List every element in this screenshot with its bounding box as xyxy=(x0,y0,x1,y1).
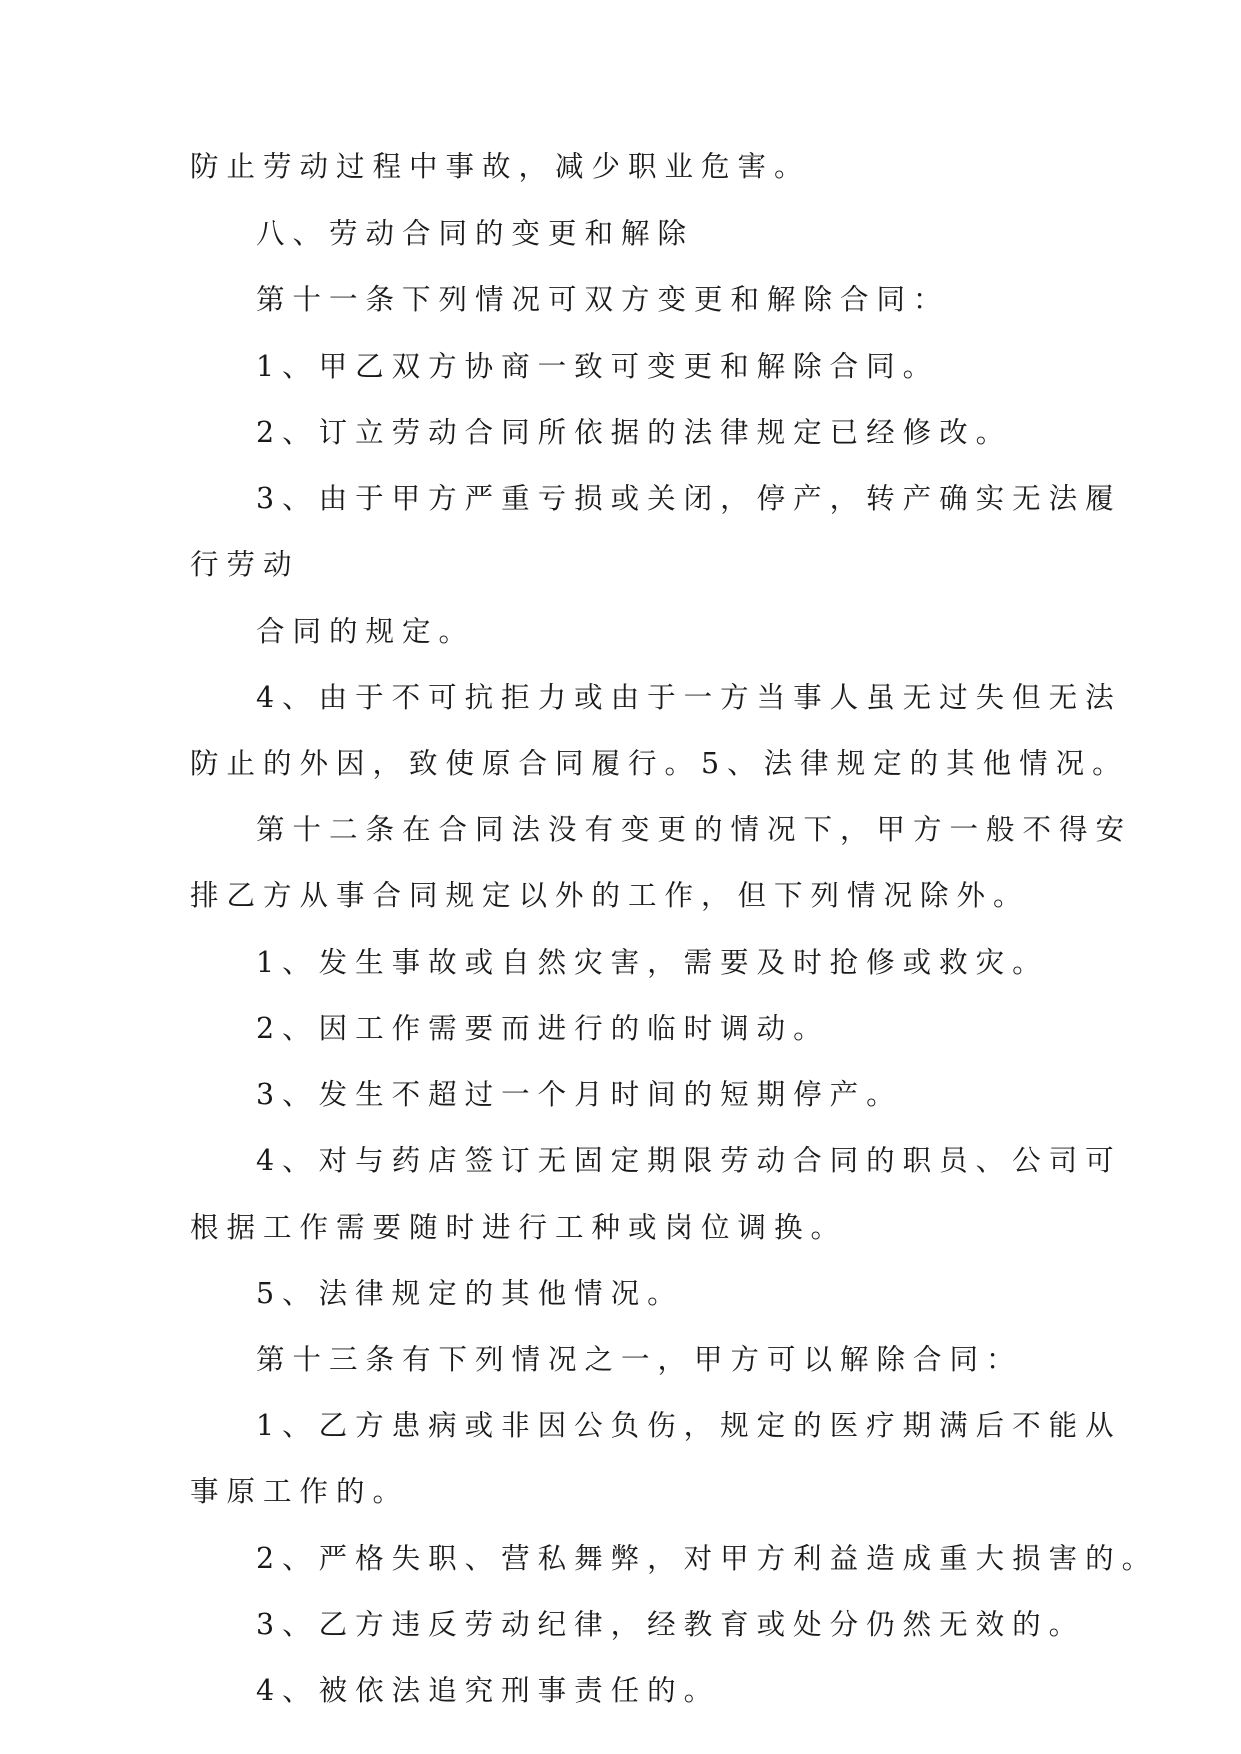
text-line: 3、发生不超过一个月时间的短期停产。 xyxy=(256,1078,903,1111)
text-line: 5、法律规定的其他情况。 xyxy=(256,1277,684,1310)
section-heading: 八、劳动合同的变更和解除 xyxy=(256,217,695,250)
text-line: 2、因工作需要而进行的临时调动。 xyxy=(256,1012,830,1045)
text-line: 合同的规定。 xyxy=(256,615,476,648)
text-line: 4、对与药店签订无固定期限劳动合同的职员、公司可 xyxy=(256,1144,1122,1177)
text-line: 2、严格失职、营私舞弊，对甲方利益造成重大损害的。 xyxy=(256,1542,1159,1575)
text-line: 事原工作的。 xyxy=(190,1475,410,1508)
article-heading: 第十一条下列情况可双方变更和解除合同： xyxy=(256,283,950,316)
text-line: 1、发生事故或自然灾害，需要及时抢修或救灾。 xyxy=(256,946,1049,979)
text-line: 防止劳动过程中事故，减少职业危害。 xyxy=(190,150,811,183)
text-line: 1、乙方患病或非因公负伤，规定的医疗期满后不能从 xyxy=(256,1409,1122,1442)
text-line: 4、由于不可抗拒力或由于一方当事人虽无过失但无法 xyxy=(256,681,1122,714)
text-line: 1、甲乙双方协商一致可变更和解除合同。 xyxy=(256,350,940,383)
text-line: 排乙方从事合同规定以外的工作，但下列情况除外。 xyxy=(190,879,1030,912)
article-heading: 第十二条在合同法没有变更的情况下，甲方一般不得安 xyxy=(256,813,1133,846)
article-heading: 第十三条有下列情况之一，甲方可以解除合同： xyxy=(256,1343,1023,1376)
text-line: 3、由于甲方严重亏损或关闭，停产，转产确实无法履 xyxy=(256,482,1122,515)
text-line: 行劳动 xyxy=(190,548,300,581)
text-line: 3、乙方违反劳动纪律，经教育或处分仍然无效的。 xyxy=(256,1608,1086,1641)
text-line: 2、订立劳动合同所依据的法律规定已经修改。 xyxy=(256,416,1013,449)
text-line: 4、被依法追究刑事责任的。 xyxy=(256,1674,721,1707)
text-line: 防止的外因，致使原合同履行。5、法律规定的其他情况。 xyxy=(190,747,1129,780)
text-line: 根据工作需要随时进行工种或岗位调换。 xyxy=(190,1211,848,1244)
